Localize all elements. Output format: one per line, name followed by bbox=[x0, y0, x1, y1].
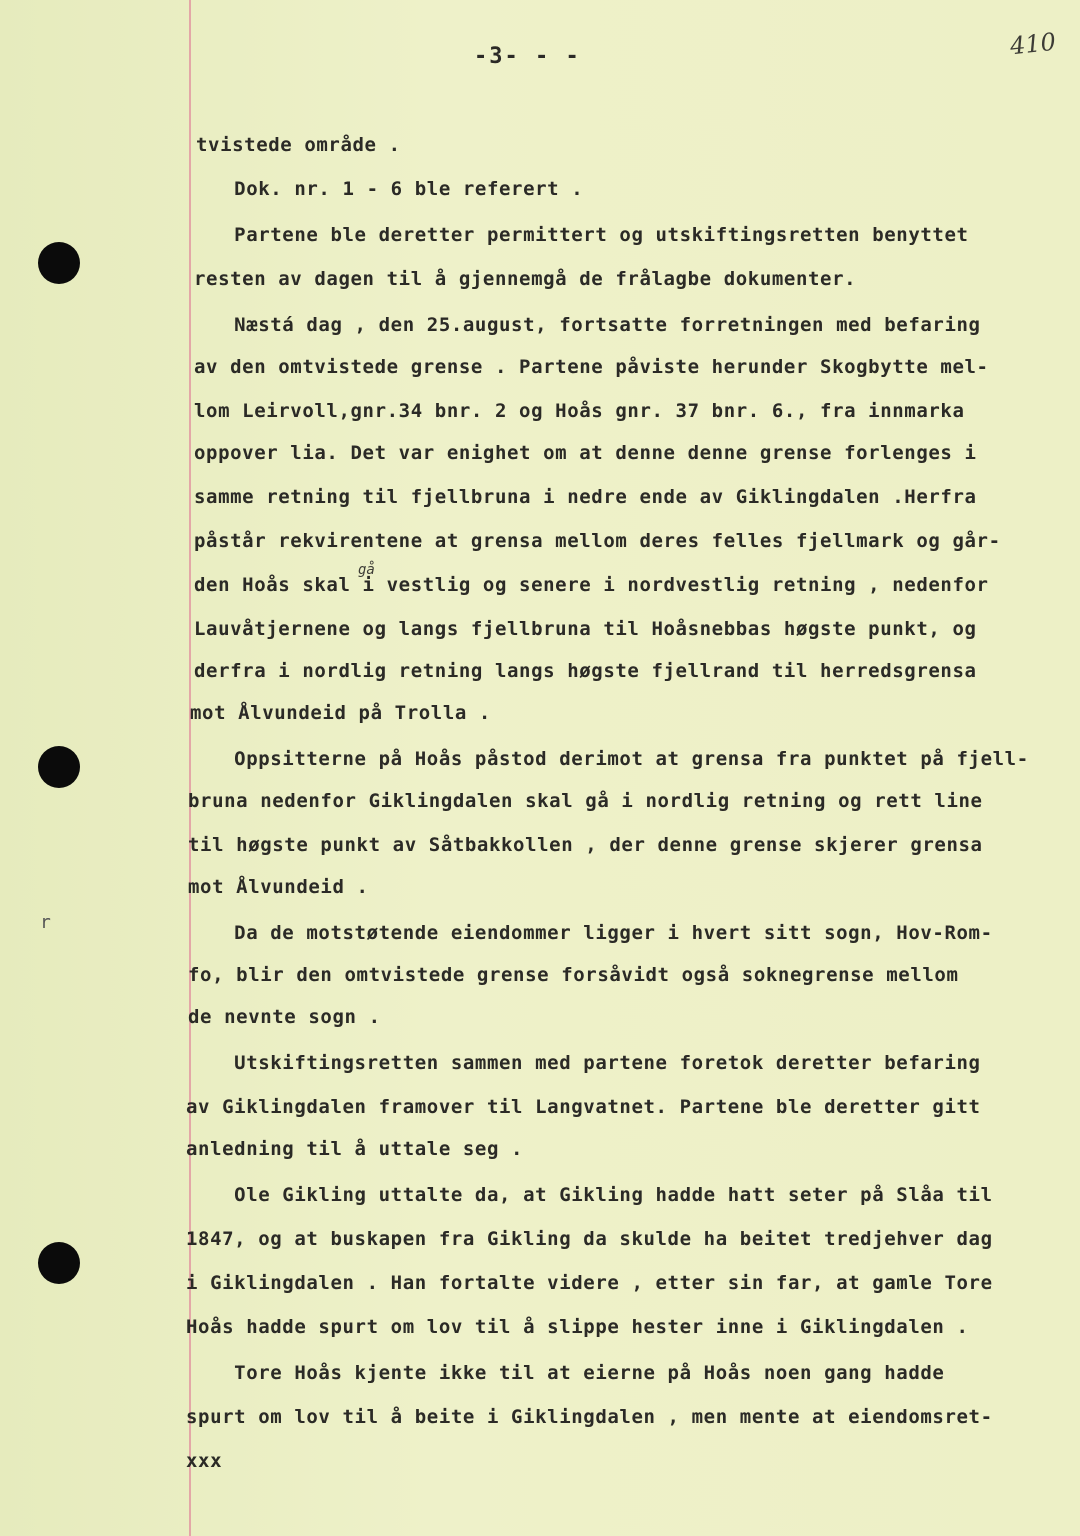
text-line: resten av dagen til å gjennemgå de frålagbe dokumenter. bbox=[194, 268, 857, 290]
text-line: 1847, og at buskapen fra Gikling da skulde ha beitet tredjehver dag bbox=[186, 1228, 993, 1250]
text-line: Lauvåtjernene og langs fjellbruna til Hoåsnebbas høgste punkt, og bbox=[194, 618, 977, 640]
text-line: fo, blir den omtvistede grense forsåvidt også soknegrense mellom bbox=[188, 964, 959, 986]
punch-hole-top bbox=[38, 242, 80, 284]
text-line: bruna nedenfor Giklingdalen skal gå i nordlig retning og rett line bbox=[188, 790, 983, 812]
text-line: Næstá dag , den 25.august, fortsatte forretningen med befaring bbox=[186, 314, 981, 336]
text-line: Partene ble deretter permittert og utskiftingsretten benyttet bbox=[186, 224, 969, 246]
text-line: av Giklingdalen framover til Langvatnet. Partene ble deretter gitt bbox=[186, 1096, 981, 1118]
handwritten-insertion: gå bbox=[358, 562, 375, 578]
text-line: spurt om lov til å beite i Giklingdalen , men mente at eiendomsret- bbox=[186, 1406, 993, 1428]
text-line: xxx bbox=[186, 1450, 223, 1472]
punch-hole-middle bbox=[38, 746, 80, 788]
text-line: oppover lia. Det var enighet om at denne denne grense forlenges i bbox=[194, 442, 977, 464]
text-line: lom Leirvoll,gnr.34 bnr. 2 og Hoås gnr. 37 bnr. 6., fra innmarka bbox=[194, 400, 965, 422]
text-line: mot Ålvundeid . bbox=[188, 876, 369, 898]
text-line: Tore Hoås kjente ikke til at eierne på Hoås noen gang hadde bbox=[186, 1362, 945, 1384]
text-line: påstår rekvirentene at grensa mellom deres felles fjellmark og går- bbox=[194, 530, 1001, 552]
page-number: -3- - - bbox=[474, 44, 581, 69]
text-line: anledning til å uttale seg . bbox=[186, 1138, 524, 1160]
text-line: av den omtvistede grense . Partene påviste herunder Skogbytte mel- bbox=[194, 356, 989, 378]
text-line: Da de motstøtende eiendommer ligger i hvert sitt sogn, Hov-Rom- bbox=[186, 922, 993, 944]
folio-number: 410 bbox=[1008, 27, 1058, 61]
punch-hole-bottom bbox=[38, 1242, 80, 1284]
text-line: i Giklingdalen . Han fortalte videre , etter sin far, at gamle Tore bbox=[186, 1272, 993, 1294]
text-line: den Hoås skal i vestlig og senere i nordvestlig retning , nedenfor bbox=[194, 574, 989, 596]
text-line: mot Ålvundeid på Trolla . bbox=[190, 702, 491, 724]
text-line: Ole Gikling uttalte da, at Gikling hadde hatt seter på Slåa til bbox=[186, 1184, 993, 1206]
text-line: tvistede område . bbox=[196, 134, 401, 156]
text-line: Utskiftingsretten sammen med partene foretok deretter befaring bbox=[186, 1052, 981, 1074]
text-line: Dok. nr. 1 - 6 ble referert . bbox=[186, 178, 584, 200]
text-line: til høgste punkt av Såtbakkollen , der denne grense skjerer grensa bbox=[188, 834, 983, 856]
text-line: Hoås hadde spurt om lov til å slippe hester inne i Giklingdalen . bbox=[186, 1316, 969, 1338]
pencil-mark: r bbox=[40, 912, 51, 933]
text-line: de nevnte sogn . bbox=[188, 1006, 381, 1028]
text-line: Oppsitterne på Hoås påstod derimot at grensa fra punktet på fjell- bbox=[186, 748, 1029, 770]
text-line: samme retning til fjellbruna i nedre ende av Giklingdalen .Herfra bbox=[194, 486, 977, 508]
text-line: derfra i nordlig retning langs høgste fjellrand til herredsgrensa bbox=[194, 660, 977, 682]
